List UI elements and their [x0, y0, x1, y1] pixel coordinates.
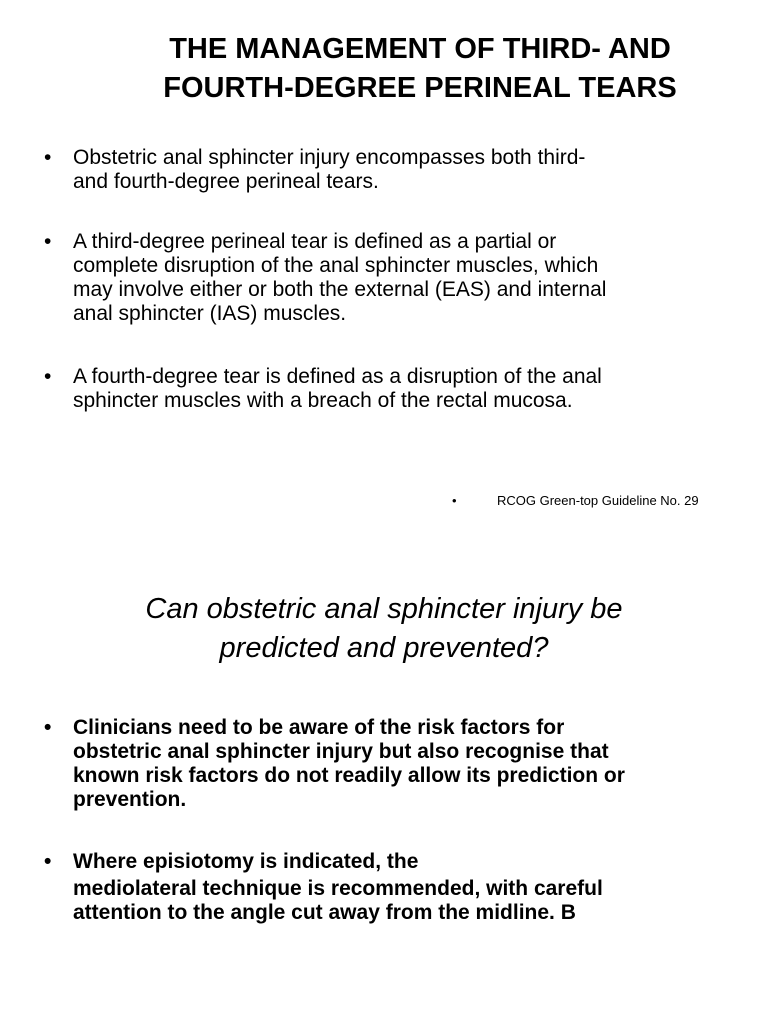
bullet-line: anal sphincter (IAS) muscles.	[73, 302, 347, 325]
bullet-line: Obstetric anal sphincter injury encompasses both third-	[73, 146, 586, 169]
bullet-line: A third-degree perineal tear is defined as a partial or	[73, 230, 557, 253]
bullet-icon: •	[44, 365, 52, 388]
slide-title	[110, 30, 730, 108]
bullet-icon: •	[44, 716, 52, 739]
question-line: predicted and prevented?	[219, 632, 549, 664]
question-line: Can obstetric anal sphincter injury be	[145, 593, 623, 625]
title-line: THE MANAGEMENT OF THIRD- AND	[169, 33, 671, 65]
bullet-line: prevention.	[73, 788, 187, 811]
bullet-line: may involve either or both the external (EAS) and internal	[73, 278, 607, 301]
bullet-icon: •	[44, 146, 52, 169]
slide-question	[0, 590, 768, 668]
reference-note	[452, 492, 699, 510]
bullet-line: attention to the angle cut away from the midline. B	[73, 901, 576, 924]
bullet-line: Clinicians need to be aware of the risk factors for	[73, 716, 565, 739]
bullet-line: mediolateral technique is recommended, with careful	[73, 877, 603, 900]
reference-bullet-icon: •	[452, 493, 457, 508]
bullet-line: Where episiotomy is indicated, the	[73, 850, 419, 873]
bullet-icon: •	[44, 230, 52, 253]
title-line: FOURTH-DEGREE PERINEAL TEARS	[163, 72, 677, 104]
bullet-line: sphincter muscles with a breach of the rectal mucosa.	[73, 389, 573, 412]
bullet-line: and fourth-degree perineal tears.	[73, 170, 379, 193]
bullet-line: known risk factors do not readily allow its prediction or	[73, 764, 625, 787]
bullet-icon: •	[44, 850, 52, 873]
reference-text: RCOG Green-top Guideline No. 29	[497, 493, 699, 508]
bullet-line: A fourth-degree tear is defined as a disruption of the anal	[73, 365, 602, 388]
bullet-line: complete disruption of the anal sphincter muscles, which	[73, 254, 599, 277]
bullet-line: obstetric anal sphincter injury but also recognise that	[73, 740, 609, 763]
